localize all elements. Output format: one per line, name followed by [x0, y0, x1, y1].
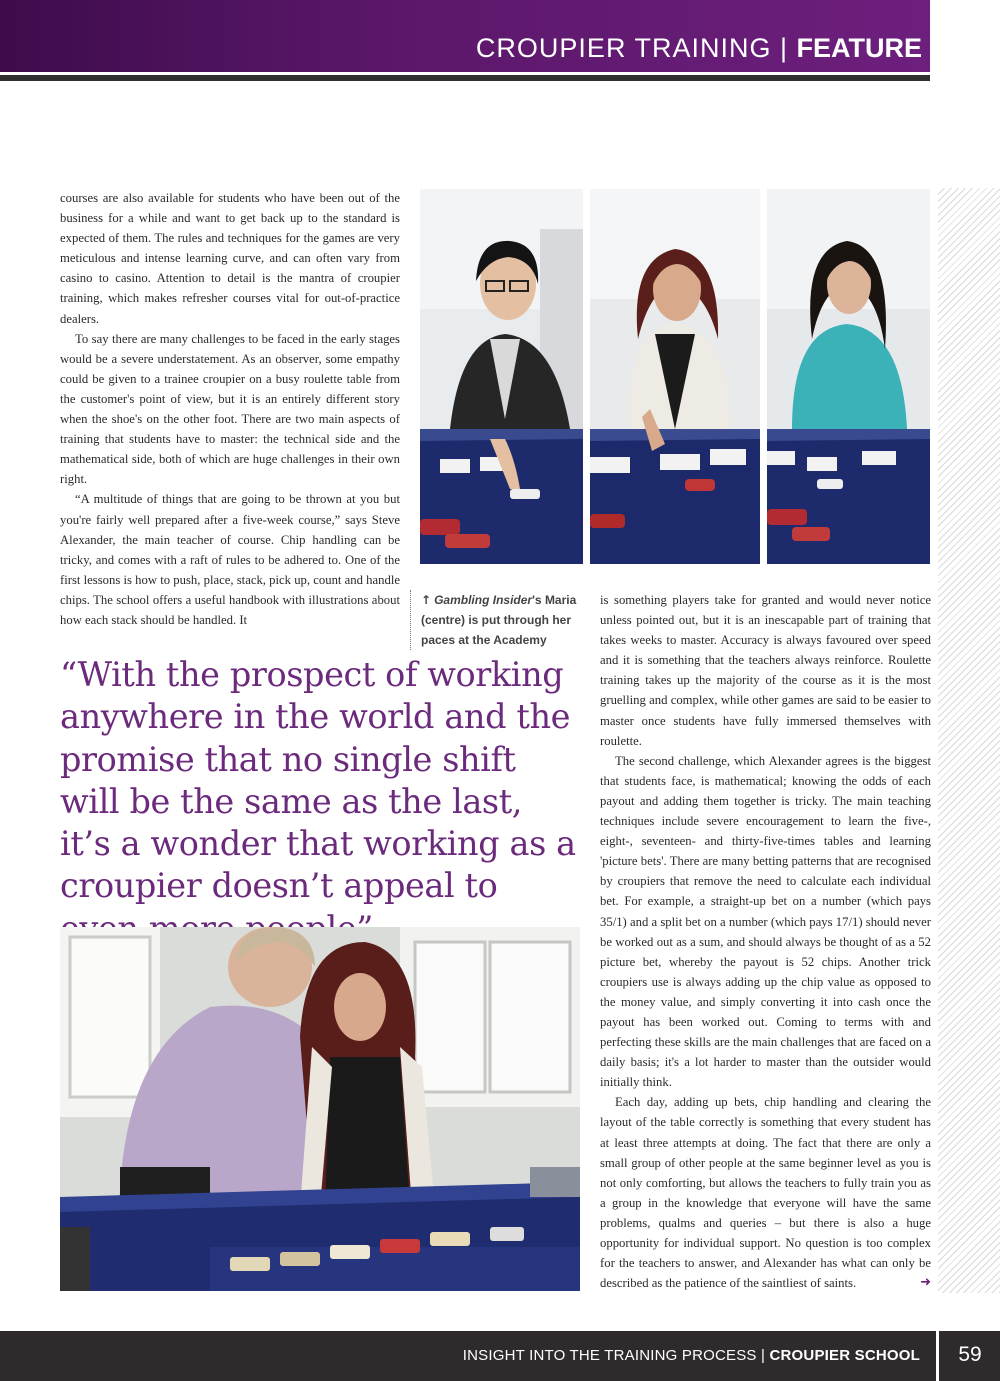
- paragraph: courses are also available for students who have been out of the business for a while and want to get back up to the standard is expected of them. The rules and techniques for the games are very meticulous and intense learning curve, and can often vary from casino to casino. Attention to detail is the mantra of croupier training, which makes refresher courses vital for out-of-practice dealers.: [60, 191, 400, 326]
- section-label: FEATURE: [796, 33, 922, 63]
- footer-topic: INSIGHT INTO THE TRAINING PROCESS: [462, 1347, 757, 1364]
- header-rule: [0, 72, 930, 81]
- footer-text: [463, 1347, 920, 1364]
- pull-quote: “With the prospect of working anywhere in the world and the promise that no single shift will be the same as the last, it’s a wonder that working as a croupier doesn’t appeal to: [60, 655, 576, 906]
- section-separator: |: [779, 33, 788, 63]
- trainee-photo-2: [590, 189, 760, 564]
- teacher-photo-image: [60, 927, 580, 1291]
- trainee-photo-2-image: [590, 189, 760, 564]
- section-title: [476, 33, 922, 64]
- paragraph: “A multitude of things that are going to be thrown at you but you're fairly well prepared after a five-week course,” says Steve Alexander, the main teacher of course. Chip handling can be tricky, and comes with a raft of rules to be adhered to. One of the first lessons is how to push, place, stack, pick up, count and handle chips. The school offers a useful handbook with illustrations about how each stack should be handled. It: [60, 492, 400, 627]
- paragraph: To say there are many challenges to be faced in the early stages would be a severe understatement. As an observer, some empathy could be given to a trainee croupier on a busy roulette table from the customer's point of view, but it is an entirely different story when the shoe's on the other foot. There are two main aspects of training that students have to master: the technical side and the mathematical side, both of which are huge challenges in their own right.: [60, 331, 400, 487]
- trainee-photo-3-image: [767, 189, 930, 564]
- paragraph: The second challenge, which Alexander agrees is the biggest that students face, is mathematical; knowing the odds of each payout and adding them together is tricky. The main teaching techniques include severe encouragement to learn the five-, eight-, seventeen- and thirty-five-times tables and learning 'picture bets'. There are many betting patterns that are recognised by croupiers that remove the need to calculate each individual bet. For example, a straight-up bet on a number (which pays 35/1) and a split bet on a number (which pays 17/1) should never be worked out as a sum, and should always be thought of as a 52 picture bet, whereby the payout is 52 chips. Another trick croupiers use is always adding up the chip value as opposed to the money value, and simply converting it into cash once the payout has been worked out. Coming to terms with and perfecting these skills are the main challenges that are faced on a daily basis; it's a lot harder to master than the outsider would initially think.: [600, 753, 931, 1090]
- caption-publication: Gambling Insider: [434, 593, 533, 607]
- paragraph: is something players take for granted and would never notice unless pointed out, but it is an inescapable part of training that takes weeks to master. Accuracy is always favoured over speed and it is something that the teachers always reinforce. Roulette training takes up the majority of the course as it is the most gruelling and complex, while other games are said to be easier to master once students have fully immersed themselves with roulette.: [600, 593, 931, 748]
- paragraph-text: Each day, adding up bets, chip handling and clearing the layout of the table correctly is something that every student has at least three attempts at doing. The fact that there are only a small group of other people at the same beginner level as you is not only comforting, but allows the teachers to fully train you as a group in the knowledge that everyone will have the same problems, qualms and queries – but there is also a huge opportunity for individual support. No question is too complex for the teachers to answer, and Alexander has what can only be described as the patience of the saintliest of saints.: [600, 1095, 931, 1291]
- trainee-photo-1: [420, 189, 583, 564]
- trainee-photo-1-image: [420, 189, 583, 564]
- caption-text: 's Maria (centre) is put through her paces at the Academy: [421, 593, 577, 647]
- page-number: 59: [958, 1343, 982, 1366]
- continue-arrow-icon: ➜: [920, 1275, 931, 1291]
- footer-separator: |: [761, 1347, 766, 1364]
- footer-title: CROUPIER SCHOOL: [769, 1347, 920, 1364]
- right-text-column: [600, 590, 931, 1293]
- photo-caption: [410, 590, 586, 650]
- paragraph: [600, 1092, 931, 1293]
- left-text-column: [60, 188, 400, 630]
- section-name: CROUPIER TRAINING: [475, 33, 772, 63]
- teacher-photo: [60, 927, 580, 1291]
- edge-hatching: [938, 188, 1000, 1293]
- trainee-photo-3: [767, 189, 930, 564]
- arrow-up-icon: ↑: [421, 593, 432, 607]
- footer-divider: [936, 1331, 939, 1381]
